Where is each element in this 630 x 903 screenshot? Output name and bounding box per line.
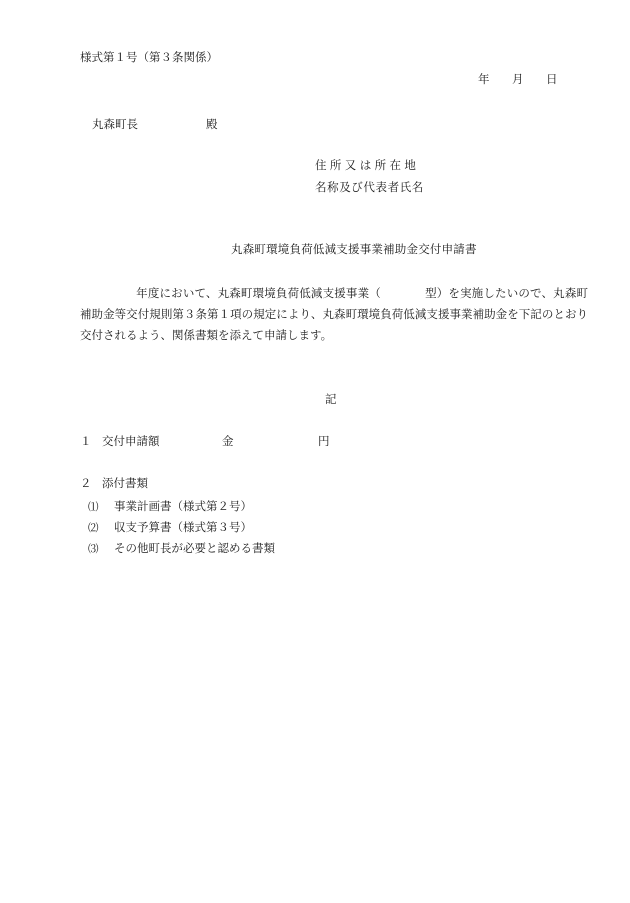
attachment-number: ⑶ [88, 543, 99, 555]
body-paragraph [80, 283, 588, 346]
attachment-text: 事業計画書（様式第２号） [114, 499, 252, 513]
item-2-number: ２ [80, 476, 92, 490]
attachment-text: 収支予算書（様式第３号） [114, 520, 252, 534]
item-2-label: 添付書類 [102, 476, 148, 490]
item-attachments [80, 475, 148, 491]
addressee-honorific: 殿 [206, 117, 218, 131]
attachment-list [88, 496, 275, 559]
applicant-block [315, 157, 424, 195]
attachment-text: その他町長が必要と認める書類 [114, 541, 275, 555]
ki-heading: 記 [325, 392, 337, 406]
item-1-label: 交付申請額 [102, 434, 160, 448]
applicant-name-label: 名称及び代表者氏名 [315, 180, 424, 194]
item-1-yen: 円 [318, 434, 330, 448]
item-application-amount [80, 433, 330, 449]
list-item [88, 538, 275, 559]
applicant-address-label: 住所又は所在地 [315, 158, 420, 172]
body-text-part1: 年度において、丸森町環境負荷低減支援事業（ [136, 286, 381, 300]
addressee-name: 丸森町長 [92, 117, 138, 131]
body-text-part2: 型）を実施したいので、丸森町補助金等交付規則第３条第１項の規定により、丸森町環境負荷低減支援事業補助金を下記のとおり交付されるよう、関係書類を添えて申請します。 [80, 286, 588, 342]
form-number: 様式第１号（第３条関係） [80, 50, 218, 64]
item-1-kin: 金 [222, 434, 234, 448]
list-item [88, 496, 275, 517]
document-title: 丸森町環境負荷低減支援事業補助金交付申請書 [231, 242, 477, 256]
item-1-number: １ [80, 434, 92, 448]
attachment-number: ⑴ [88, 501, 99, 513]
addressee-line [92, 116, 218, 132]
date-year-label: 年 [478, 72, 490, 86]
date-line [478, 71, 558, 87]
date-day-label: 日 [546, 72, 558, 86]
attachment-number: ⑵ [88, 522, 99, 534]
list-item [88, 517, 275, 538]
date-month-label: 月 [512, 72, 524, 86]
